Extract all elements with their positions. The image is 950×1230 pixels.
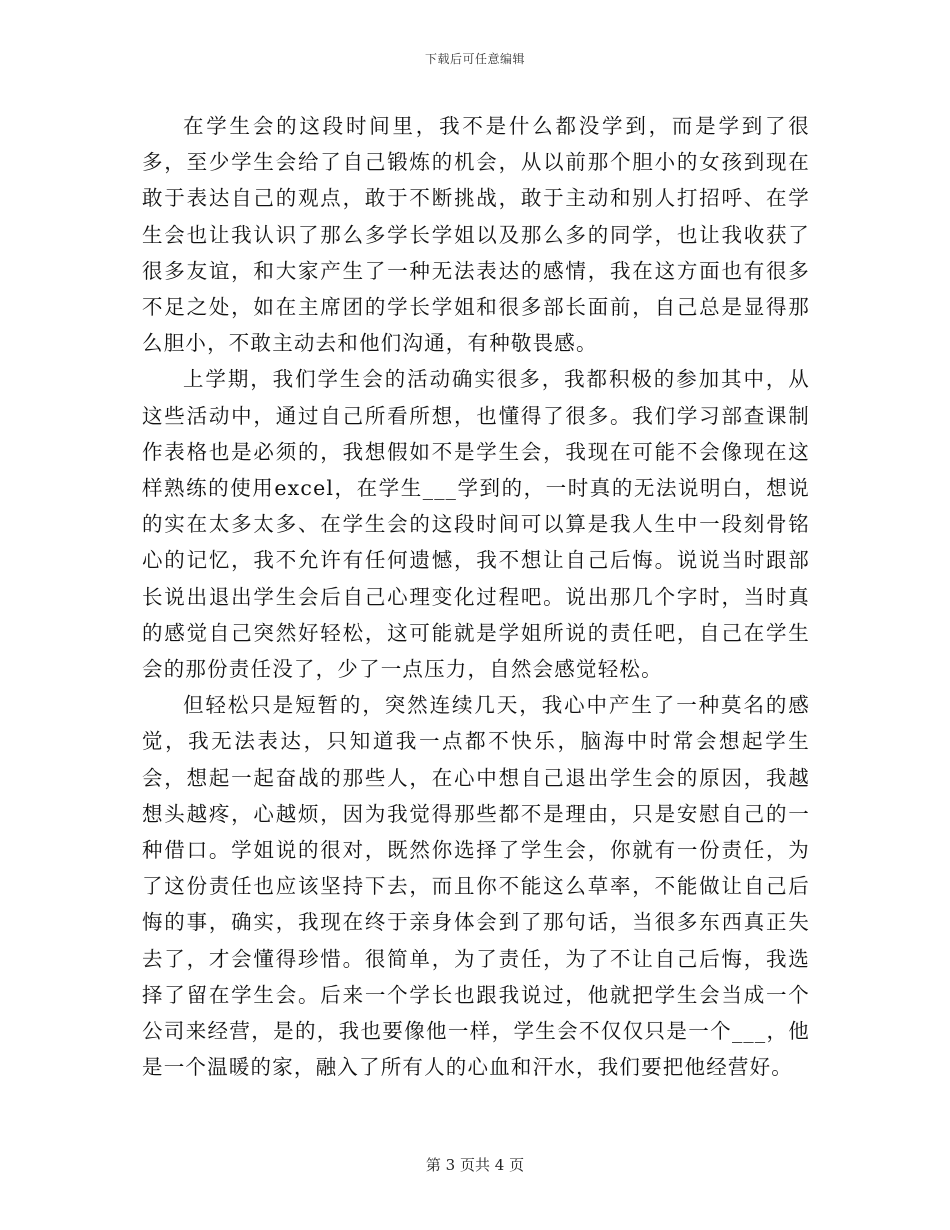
document-body: [142, 108, 810, 1085]
paragraph-3: 但轻松只是短暂的，突然连续几天，我心中产生了一种莫名的感觉，我无法表达，只知道我一点都不快乐，脑海中时常会想起学生会，想起一起奋战的那些人，在心中想自己退出学生会的原因，我越想头越疼，心越烦，因为我觉得那些都不是理由，只是安慰自己的一种借口。学姐说的很对，既然你选择了学生会，你就有一份责任，为了这份责任也应该坚持下去，而且你不能这么草率，不能做让自己后悔的事，确实，我现在终于亲身体会到了那句话，当很多东西真正失去了，才会懂得珍惜。很简单，为了责任，为了不让自己后悔，我选择了留在学生会。后来一个学长也跟我说过，他就把学生会当成一个公司来经营，是的，我也要像他一样，学生会不仅仅只是一个___，他是一个温暖的家，融入了所有人的心血和汗水，我们要把他经营好。: [142, 693, 810, 1080]
page-header: 下载后可任意编辑: [424, 52, 525, 66]
page-number-footer: 第 3 页共 4 页: [425, 1156, 525, 1174]
paragraph-1: 在学生会的这段时间里，我不是什么都没学到，而是学到了很多，至少学生会给了自己锻炼的机会，从以前那个胆小的女孩到现在敢于表达自己的观点，敢于不断挑战，敢于主动和别人打招呼、在学生会也让我认识了那么多学长学姐以及那么多的同学，也让我收获了很多友谊，和大家产生了一种无法表达的感情，我在这方面也有很多不足之处，如在主席团的学长学姐和很多部长面前，自己总是显得那么胆小，不敢主动去和他们沟通，有种敬畏感。: [142, 114, 810, 356]
paragraph-2: 上学期，我们学生会的活动确实很多，我都积极的参加其中，从这些活动中，通过自己所看所想，也懂得了很多。我们学习部查课制作表格也是必须的，我想假如不是学生会，我现在可能不会像现在这样熟练的使用excel，在学生___学到的，一时真的无法说明白，想说的实在太多太多、在学生会的这段时间可以算是我人生中一段刻骨铭心的记忆，我不允许有任何遗憾，我不想让自己后悔。说说当时跟部长说出退出学生会后自己心理变化过程吧。说出那几个字时，当时真的感觉自己突然好轻松，这可能就是学姐所说的责任吧，自己在学生会的那份责任没了，少了一点压力，自然会感觉轻松。: [142, 367, 810, 682]
